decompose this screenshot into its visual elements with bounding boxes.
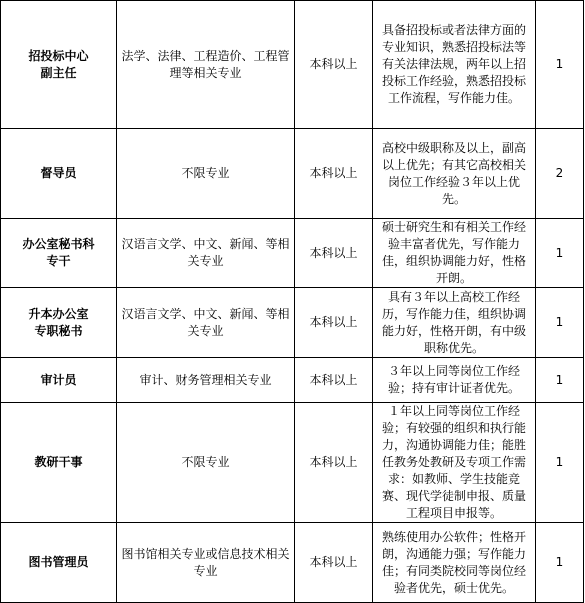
education-cell: 本科以上 — [295, 358, 373, 403]
position-title — [1, 1, 117, 129]
requirements-cell: 熟练使用办公软件；性格开朗，沟通能力强；写作能力佳；有同类院校同等岗位经验者优先，硕士优先。 — [373, 523, 536, 603]
education-cell: 本科以上 — [295, 288, 373, 358]
requirements-cell: 高校中级职称及以上，副高以上优先；有其它高校相关岗位工作经验３年以上优先。 — [373, 129, 536, 219]
table-row — [1, 129, 584, 219]
requirements-cell: 具备招投标或者法律方面的专业知识，熟悉招投标法等有关法律法规，两年以上招投标工作经验，熟悉招投标工作流程，写作能力佳。 — [373, 1, 536, 129]
position-title — [1, 129, 117, 219]
education-cell: 本科以上 — [295, 129, 373, 219]
table-row — [1, 403, 584, 523]
headcount-cell: 1 — [536, 219, 584, 288]
major-cell: 不限专业 — [117, 403, 295, 523]
title-line: 招投标中心 — [28, 48, 89, 63]
title-line: 审计员 — [40, 372, 77, 387]
major-cell: 法学、法律、工程造价、工程管理等相关专业 — [117, 1, 295, 129]
title-line: 督导员 — [40, 166, 77, 180]
position-title — [1, 403, 117, 523]
title-line: 副主任 — [40, 65, 77, 80]
position-title — [1, 288, 117, 358]
headcount-cell: 1 — [536, 403, 584, 523]
position-title — [1, 219, 117, 288]
headcount-cell: 1 — [536, 523, 584, 603]
education-cell: 本科以上 — [295, 219, 373, 288]
major-cell: 汉语言文学、中文、新闻、等相关专业 — [117, 219, 295, 288]
major-cell: 图书馆相关专业或信息技术相关专业 — [117, 523, 295, 603]
requirements-cell: １年以上同等岗位工作经验；有较强的组织和执行能力，沟通协调能力佳；能胜任教务处教研及专项工作需求：如教师、学生技能竞赛、现代学徒制申报、质量工程项目申报等。 — [373, 403, 536, 523]
position-title — [1, 523, 117, 603]
table-row — [1, 1, 584, 129]
position-title — [1, 358, 117, 403]
title-line: 办公室秘书科 — [22, 237, 95, 251]
table-row — [1, 523, 584, 603]
requirements-cell: ３年以上同等岗位工作经验；持有审计证者优先。 — [373, 358, 536, 403]
title-line: 专职秘书 — [34, 323, 83, 338]
requirements-cell: 具有３年以上高校工作经历，写作能力佳，组织协调能力好，性格开朗，有中级职称优先。 — [373, 288, 536, 358]
headcount-cell: 2 — [536, 129, 584, 219]
table-row — [1, 358, 584, 403]
major-cell: 不限专业 — [117, 129, 295, 219]
education-cell: 本科以上 — [295, 403, 373, 523]
education-cell: 本科以上 — [295, 523, 373, 603]
headcount-cell: 1 — [536, 1, 584, 129]
title-line: 升本办公室 — [28, 306, 89, 321]
table-row — [1, 219, 584, 288]
headcount-cell: 1 — [536, 288, 584, 358]
title-line: 图书管理员 — [28, 555, 89, 569]
headcount-cell: 1 — [536, 358, 584, 403]
major-cell: 审计、财务管理相关专业 — [117, 358, 295, 403]
education-cell: 本科以上 — [295, 1, 373, 129]
table-row — [1, 288, 584, 358]
requirements-cell: 硕士研究生和有相关工作经验丰富者优先，写作能力佳，组织协调能力好，性格开朗。 — [373, 219, 536, 288]
major-cell: 汉语言文学、中文、新闻、等相关专业 — [117, 288, 295, 358]
title-line: 教研干事 — [34, 455, 83, 469]
title-line: 专干 — [46, 254, 71, 268]
